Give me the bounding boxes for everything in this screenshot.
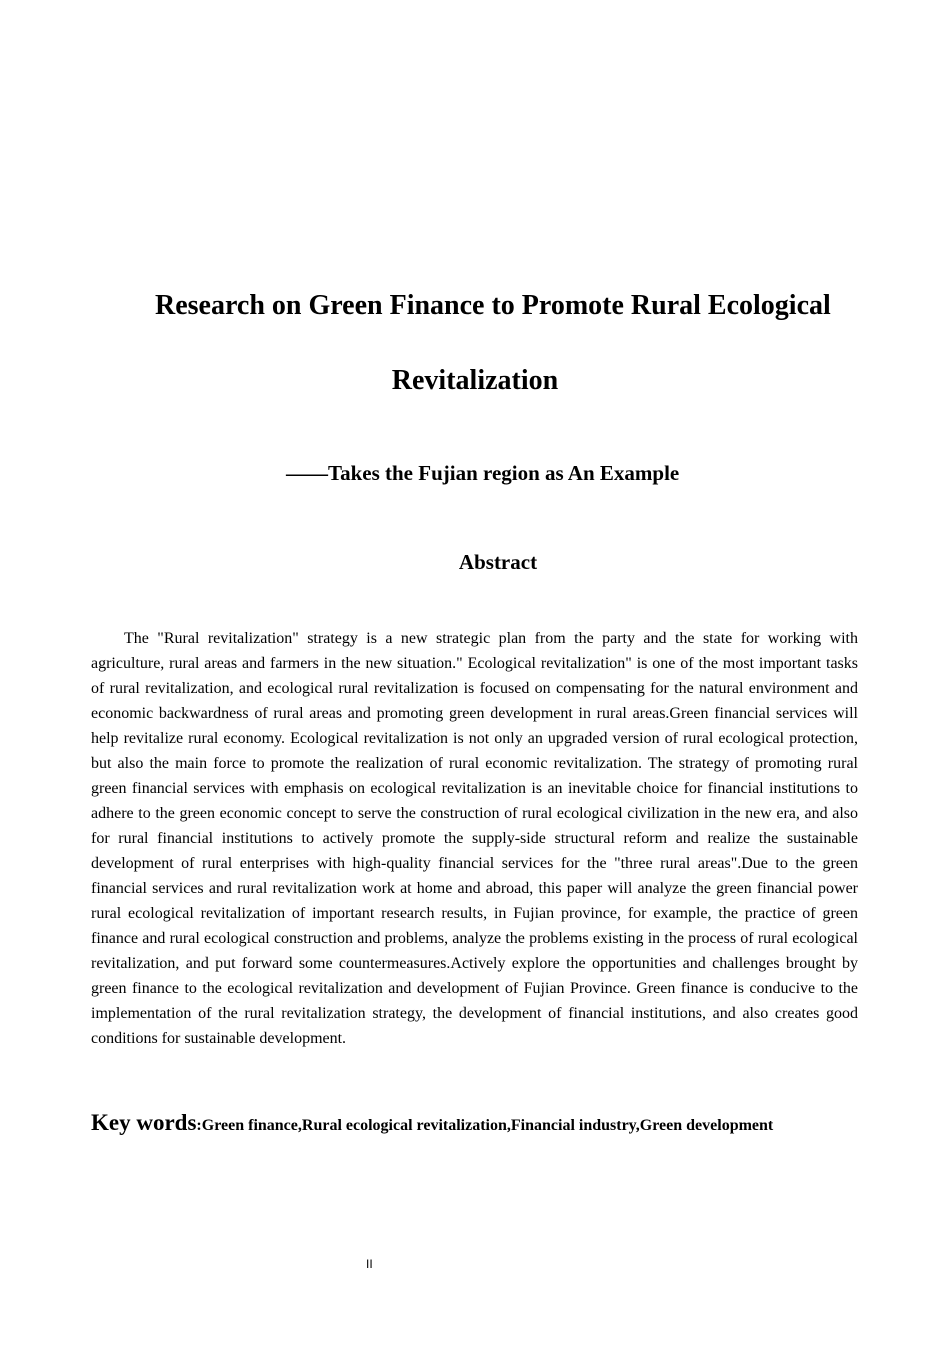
keywords-values: Green finance,Rural ecological revitalization,Financial industry,Green development (201, 1117, 774, 1134)
abstract-body: The "Rural revitalization" strategy is a new strategic plan from the party and the state for working with agriculture, rural areas and farmers in the new situation." Ecological revitalization" is one of the most important tasks of rural revitalization, and ecological rural revitalization is focused on compensating for the natural environment and economic backwardness of rural areas and promoting green development in rural areas.Green financial services will help revitalize rural economy. Ecological revitalization is not only an upgraded version of rural ecological protection, but also the main force to promote the realization of rural economic revitalization. The strategy of promoting rural green financial services with emphasis on ecological revitalization is an inevitable choice for financial institutions to adhere to the green economic concept to serve the construction of rural ecological civilization in the new era, and also for rural financial institutions to actively promote the supply-side structural reform and realize the sustainable development of rural enterprises with high-quality financial services for the "three rural areas".Due to the green financial services and rural revitalization work at home and abroad, this paper will analyze the green financial power rural ecological revitalization of important research results, in Fujian province, for example, the practice of green finance and rural ecological construction and problems, analyze the problems existing in the process of rural ecological revitalization, and put forward some countermeasures.Actively explore the opportunities and challenges brought by green finance to the ecological revitalization and development of Fujian Province. Green finance is conducive to the implementation of the rural revitalization strategy, the development of financial institutions, and also creates good conditions for sustainable development. (91, 630, 858, 1047)
paper-title-line-2: Revitalization (391, 365, 559, 396)
keywords-label: Key words (91, 1110, 197, 1135)
abstract-heading: Abstract (458, 550, 538, 574)
keywords-colon: : (196, 1117, 202, 1134)
page-number: II (366, 1257, 373, 1271)
keywords-line (91, 1110, 891, 1136)
paper-title-line-1: Research on Green Finance to Promote Rural Ecological (155, 290, 831, 321)
paper-subtitle: ——Takes the Fujian region as An Example (286, 461, 680, 485)
